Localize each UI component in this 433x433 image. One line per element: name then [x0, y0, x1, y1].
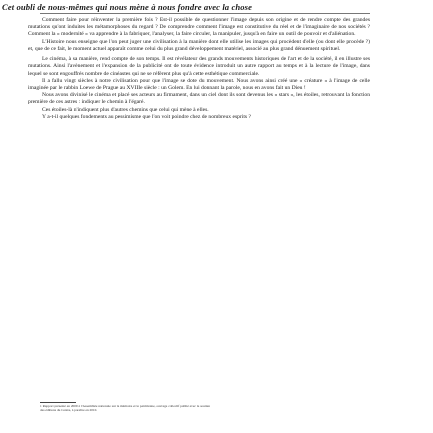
footnote: 1 Rapport présenté en 2009 à l'Assemblée nationale sur la mémoire et le patrimoine, ouvrage collectif publié avec le soutien des éditions du Centre, à paraître en 2010.	[40, 404, 210, 413]
footnote-rule	[40, 402, 76, 403]
paragraph: Nous avons divinisé le cinéma et placé ses acteurs au firmament, dans un ciel dont ils sont devenus les « stars », les étoiles, retrouvant la fonction première de ces astres : indiquer le chemin à l'égaré.	[28, 92, 370, 106]
header-rule	[40, 13, 370, 14]
paragraph: Il a fallu vingt siècles à notre civilisation pour que l'image se dote du mouvement. Nous avons ainsi créé une « créature » à l'image de celle imaginée par le rabbin Loewe de Prague au XVIIIe siècle : un Golem. En lui donnant la parole, nous en avons fait un Dieu !	[28, 77, 370, 92]
paragraph: Y a-t-il quelques fondements au pessimisme que l'on voit poindre chez de nombreux esprits ?	[42, 113, 251, 120]
paragraph: Ces étoiles-là n'indiquent plus d'autres chemins que celui qui mène à elles.	[42, 106, 209, 113]
paragraph: Le cinéma, à sa manière, rend compte de son temps. Il est révélateur des grands mouvements historiques de l'art et de la société, il en illustre ses mutations. Ainsi l'avènement et l'expansion de la publicité ont de toute évidence introduit un autre rapport au temps et à la lecture de l'image, dans lequel se sont engouffrés nombre de cinéastes qui ne se réfèrent plus qu'à cette esthétique commerciale.	[28, 56, 370, 77]
paragraph: Comment faire pour réinventer la première fois ? Est-il possible de questionner l'image depuis son origine et de rendre compte des grandes mutations qu'ont induites les métamorphoses du regard ? De comprendre comment l'image est constitutive du réel et de l'imaginaire de nos sociétés ? Comment la « modernité » va apprendre à la fabriquer, l'analyser, la faire circuler, la manipuler, jusqu'à en faire un outil de pouvoir et d'aliénation.	[28, 17, 370, 38]
paragraph: L'Histoire nous enseigne que l'on peut juger une civilisation à la manière dont elle utilise les images qui procèdent d'elle (ou dont elle procède ?) et, que de ce fait, le moment actuel apparaît comme celui du plus grand développement matériel, associé au plus grand dénuement spirituel.	[28, 38, 370, 52]
body-text	[28, 17, 370, 121]
running-title: Cet oubli de nous-mêmes qui nous mène à nous fondre avec la chose	[2, 2, 252, 12]
